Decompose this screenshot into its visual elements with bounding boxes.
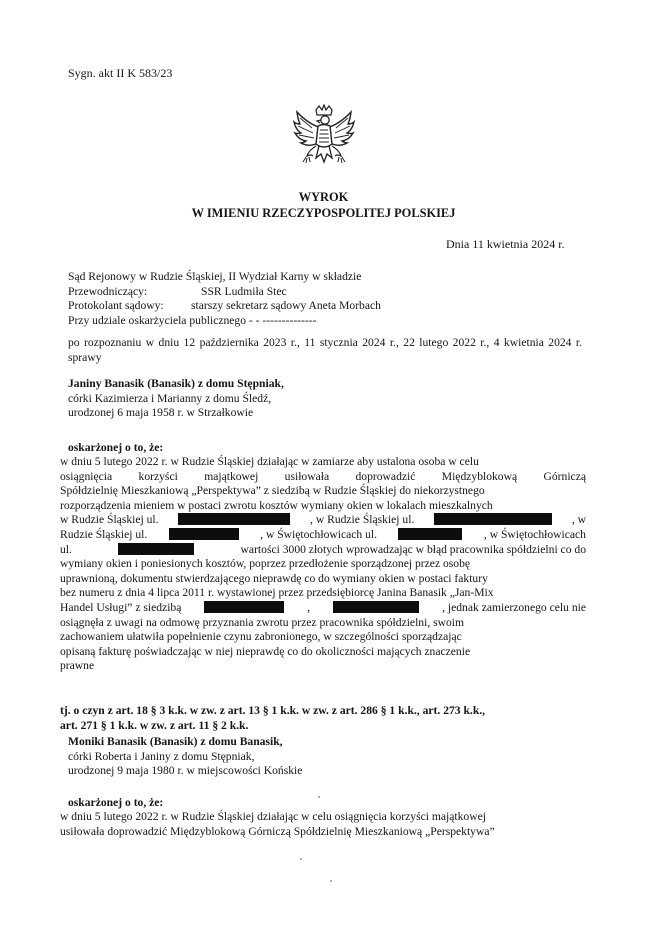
hearing-dates: po rozpoznaniu w dniu 12 października 2023 r., 11 stycznia 2024 r., 22 lutego 2022 r., 4 kwietnia 2024 r. sprawy (68, 336, 582, 364)
redaction-box (398, 528, 462, 540)
legal-basis-line: art. 271 § 1 k.k. w zw. z art. 11 § 2 k.k. (60, 718, 249, 732)
text-line: w dniu 5 lutego 2022 r. w Rudzie Śląskiej działając w zamiarze aby ustalona osoba w celu (60, 455, 479, 468)
text-line: Spółdzielnię Mieszkaniową „Perspektywa” z siedzibą w Rudzie Śląskiej do niekorzystnego (60, 484, 485, 498)
legal-basis (60, 704, 586, 733)
redaction-box (333, 601, 419, 613)
defendant-1-born: urodzonej 6 maja 1958 r. w Strzałkowie (68, 406, 254, 420)
text-line: bez numeru z dnia 4 lipca 2011 r. wystawionej przez przedsiębiorcę Janina Banasik „Jan-Mix (60, 586, 494, 600)
text-fragment: , w Świętochłowicach ul. (260, 527, 378, 541)
text-fragment: Handel Usługi” z siedzibą (60, 600, 182, 614)
chair-value: SSR Ludmiła Stec (201, 284, 287, 298)
scan-speck (300, 858, 302, 860)
text-line: uprawnioną, dokumentu stwierdzającego nieprawdę co do wymiany okien w postaci faktury (60, 571, 488, 585)
case-signature: Sygn. akt II K 583/23 (68, 66, 173, 80)
charge-1-line (60, 616, 586, 631)
defendant-2-name: Moniki Banasik (Banasik) z domu Banasik, (68, 735, 283, 748)
judgment-subtitle: W IMIENIU RZECZYPOSPOLITEJ POLSKIEJ (191, 206, 456, 220)
clerk-label: Protokolant sądowy: (68, 299, 164, 313)
text-fragment: , jednak zamierzonego celu nie (442, 600, 586, 614)
charge-1-line (60, 659, 586, 674)
charge-1-line (60, 499, 586, 514)
text-fragment: w Rudzie Śląskiej ul. (60, 513, 159, 527)
charge-1-line (60, 572, 586, 587)
scan-speck (318, 796, 320, 798)
defendant-1-parents: córki Kazimierza i Marianny z domu Śledź, (68, 391, 272, 405)
defendant-1 (68, 377, 582, 421)
text-fragment: , w (571, 513, 586, 527)
charge-1-text (60, 455, 586, 674)
text-fragment: wartości 3000 złotych wprowadzając w błąd pracownika spółdzielni co do (240, 542, 586, 556)
prosecutor-line: Przy udziale oskarżyciela publicznego - - -------------- (68, 313, 317, 327)
charge-1-line (60, 645, 586, 660)
defendant-2-born: urodzonej 9 maja 1980 r. w miejscowości Końskie (68, 764, 303, 778)
defendant-2 (68, 735, 582, 779)
text-fragment: , (307, 600, 311, 614)
redaction-box (434, 513, 552, 525)
scan-speck (330, 880, 332, 882)
legal-basis-line: tj. o czyn z art. 18 § 3 k.k. w zw. z art. 13 § 1 k.k. w zw. z art. 286 § 1 k.k., art. 273 k.k., (60, 704, 486, 717)
clerk-value: starszy sekretarz sądowy Aneta Morbach (191, 299, 381, 313)
judgment-date: Dnia 11 kwietnia 2024 r. (446, 237, 565, 251)
charge-1-line (60, 470, 586, 485)
charge-1-line (60, 543, 586, 558)
chair-label: Przewodniczący: (68, 284, 148, 298)
text-line: rozporządzenia mieniem w postaci zwrotu kosztów wymiany okien w lokalach mieszkalnych (60, 498, 493, 512)
charge-2-line (60, 810, 586, 825)
text-line: wymiany okien i poniesionych kosztów, poprzez przedłożenie sporządzonej przez osobę (60, 557, 471, 571)
text-fragment: , w Rudzie Śląskiej ul. (310, 513, 415, 527)
clerk-row (68, 299, 588, 314)
judgment-title: WYROK (298, 190, 349, 204)
redaction-box (178, 513, 290, 525)
charge-2-line (60, 825, 586, 840)
redaction-box (118, 543, 194, 555)
text-line: w dniu 5 lutego 2022 r. w Rudzie Śląskiej działając w celu osiągnięcia korzyści majątkowej (60, 810, 486, 823)
text-line: usiłowała doprowadzić Międzyblokową Górniczą Spółdzielnię Mieszkaniową „Perspektywa” (60, 824, 495, 838)
redaction-box (204, 601, 284, 613)
charge-1-line (60, 528, 586, 543)
text-line: opisaną fakturę poświadczając w niej nieprawdę co do okoliczności mających znaczenie (60, 644, 471, 658)
text-line: prawne (60, 659, 95, 673)
text-line: zachowaniem ułatwiła popełnienie czynu zabronionego, w szczególności sporządzając (60, 630, 462, 644)
defendant-1-name: Janiny Banasik (Banasik) z domu Stępniak, (68, 377, 284, 390)
charge-1-line (60, 601, 586, 616)
charge-1-line (60, 586, 586, 601)
charge-1-line (60, 557, 586, 572)
charge-1-line (60, 484, 586, 499)
text-fragment: ul. (60, 542, 72, 556)
redaction-box (169, 528, 239, 540)
charge-1-line (60, 513, 586, 528)
text-fragment: , w Świętochłowicach (483, 527, 586, 541)
text-fragment: Rudzie Śląskiej ul. (60, 527, 148, 541)
text-line: osiągnięcia korzyści majątkowej usiłowała doprowadzić Międzyblokową Górniczą (60, 469, 586, 483)
chair-row (68, 285, 588, 300)
charge-2-header: oskarżonej o to, że: (68, 796, 164, 809)
text-line: osiągnęła z uwagi na odmowę przyznania zwrotu przez pracownika spółdzielni, swoim (60, 615, 465, 629)
court-composition (68, 270, 588, 328)
charge-1-line (60, 630, 586, 645)
charge-1-header: oskarżonej o to, że: (68, 441, 164, 454)
charge-1-line (60, 455, 586, 470)
charge-2-text (60, 810, 586, 839)
defendant-2-parents: córki Roberta i Janiny z domu Stępniak, (68, 749, 255, 763)
court-name: Sąd Rejonowy w Rudzie Śląskiej, II Wydział Karny w składzie (68, 270, 362, 283)
polish-eagle-emblem-icon (292, 104, 356, 176)
